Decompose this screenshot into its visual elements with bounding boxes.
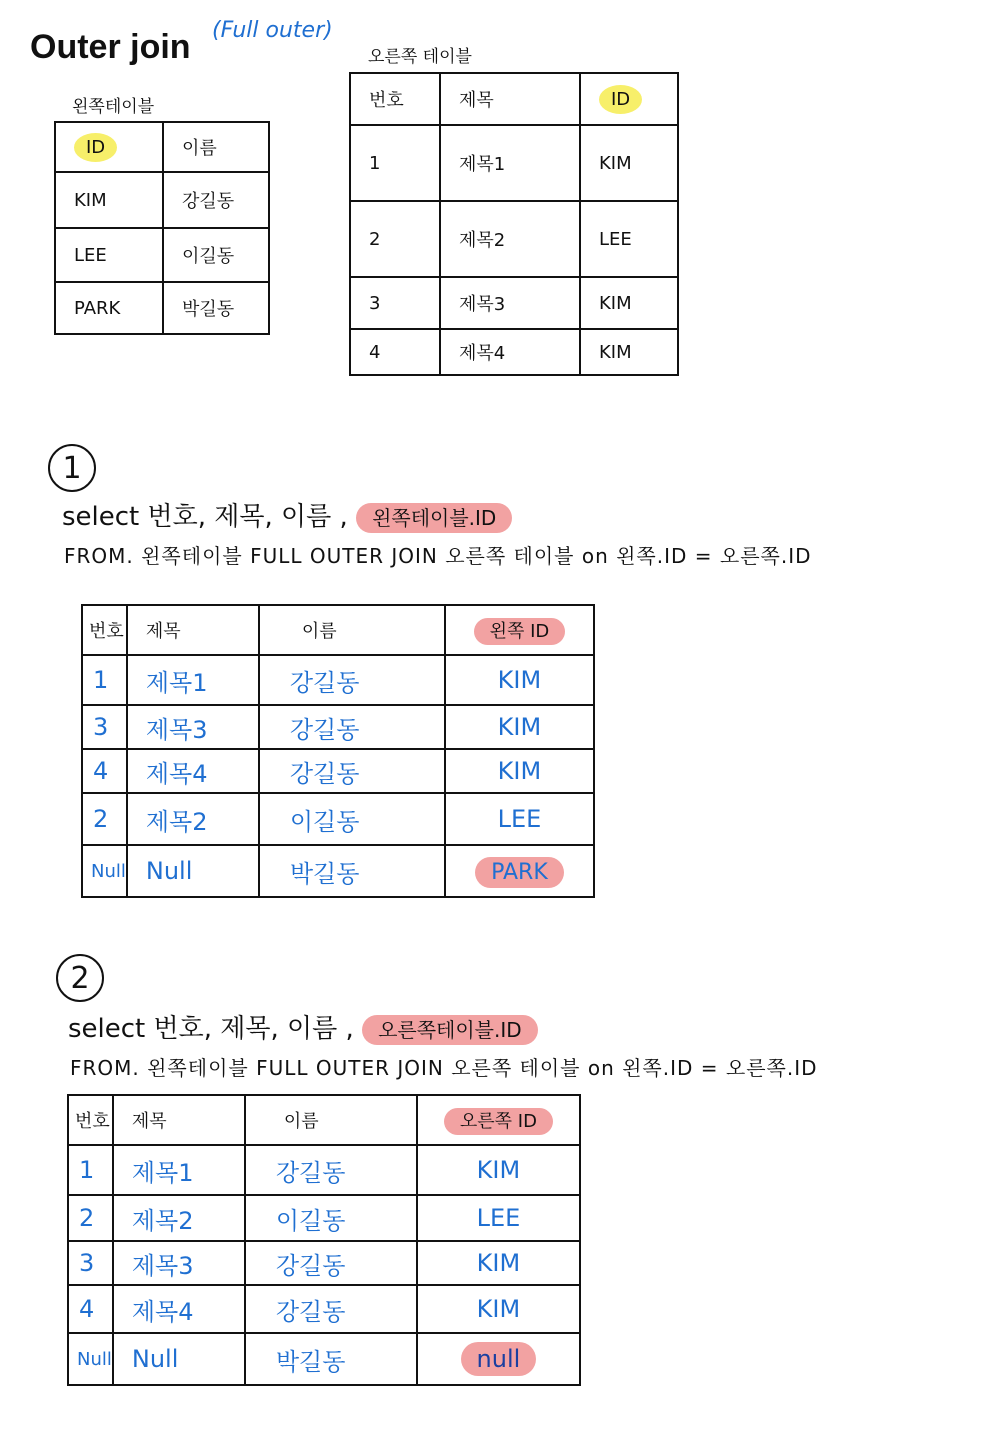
column-header: 이름 (163, 122, 269, 172)
column-header: 번호 (68, 1095, 113, 1145)
table-cell: KIM (580, 329, 678, 375)
table-header-row (350, 73, 678, 125)
table-cell: LEE (580, 201, 678, 277)
table-cell: 박길동 (259, 845, 445, 897)
right-table (349, 72, 679, 376)
table-cell: KIM (417, 1241, 580, 1285)
table-cell: 박길동 (163, 282, 269, 334)
table-row (82, 749, 594, 793)
column-header: 제목 (113, 1095, 245, 1145)
table-row (82, 793, 594, 845)
table-row (55, 172, 269, 228)
table-cell: 1 (350, 125, 440, 201)
column-header: 이름 (245, 1095, 417, 1145)
table-cell: 이길동 (163, 228, 269, 282)
table-cell: 4 (68, 1285, 113, 1333)
table-cell: 1 (68, 1145, 113, 1195)
table-row (68, 1333, 580, 1385)
table-cell: Null (68, 1333, 113, 1385)
table-cell: LEE (55, 228, 163, 282)
table-cell: 제목2 (440, 201, 580, 277)
table-cell: 강길동 (245, 1241, 417, 1285)
table-cell: null (417, 1333, 580, 1385)
table-cell: KIM (417, 1145, 580, 1195)
column-header: 제목 (127, 605, 259, 655)
table-cell: 제목1 (127, 655, 259, 705)
column-header: 이름 (259, 605, 445, 655)
table-cell: LEE (445, 793, 594, 845)
table-cell: 강길동 (259, 655, 445, 705)
table-header-row (55, 122, 269, 172)
table-cell: KIM (580, 277, 678, 329)
table-cell: 제목4 (113, 1285, 245, 1333)
table-cell: 1 (82, 655, 127, 705)
table-cell: 이길동 (259, 793, 445, 845)
table-cell: 강길동 (259, 705, 445, 749)
table-row (55, 228, 269, 282)
select-text: select 번호, 제목, 이름 , (68, 1014, 354, 1044)
table-cell: 3 (68, 1241, 113, 1285)
table-cell: 제목3 (113, 1241, 245, 1285)
table-cell: 강길동 (259, 749, 445, 793)
table-cell: 이길동 (245, 1195, 417, 1241)
example-2-number: 2 (56, 954, 104, 1002)
page-subtitle: (Full outer) (212, 18, 333, 43)
table-cell: KIM (580, 125, 678, 201)
example-2-select-line (68, 1008, 538, 1045)
column-header: 번호 (350, 73, 440, 125)
table-cell: 3 (82, 705, 127, 749)
column-header: ID (580, 73, 678, 125)
table-cell: 제목2 (113, 1195, 245, 1241)
table-cell: PARK (445, 845, 594, 897)
table-row (55, 282, 269, 334)
table-cell: KIM (445, 655, 594, 705)
table-row (82, 655, 594, 705)
column-header: 왼쪽 ID (445, 605, 594, 655)
right-table-caption: 오른쪽 테이블 (368, 47, 472, 67)
left-table-caption: 왼쪽테이블 (72, 97, 155, 117)
table-cell: Null (113, 1333, 245, 1385)
table-row (68, 1145, 580, 1195)
table-cell: 2 (82, 793, 127, 845)
table-cell: PARK (55, 282, 163, 334)
table-cell: KIM (55, 172, 163, 228)
table-row (350, 125, 678, 201)
example-2-from-line: FROM. 왼쪽테이블 FULL OUTER JOIN 오른쪽 테이블 on 왼쪽.ID = 오른쪽.ID (70, 1056, 818, 1080)
table-cell: 제목4 (127, 749, 259, 793)
table-row (350, 329, 678, 375)
table-cell: 강길동 (245, 1145, 417, 1195)
table-row (68, 1195, 580, 1241)
table-cell: KIM (417, 1285, 580, 1333)
column-header: 번호 (82, 605, 127, 655)
table-row (68, 1285, 580, 1333)
table-row (68, 1241, 580, 1285)
table-cell: 4 (82, 749, 127, 793)
table-row (82, 845, 594, 897)
table-cell: 제목1 (113, 1145, 245, 1195)
result-table-2 (67, 1094, 581, 1386)
example-1-from-line: FROM. 왼쪽테이블 FULL OUTER JOIN 오른쪽 테이블 on 왼쪽.ID = 오른쪽.ID (64, 544, 812, 568)
table-cell: KIM (445, 749, 594, 793)
column-header: ID (55, 122, 163, 172)
table-cell: 3 (350, 277, 440, 329)
table-header-row (82, 605, 594, 655)
table-cell: 제목4 (440, 329, 580, 375)
example-1-number: 1 (48, 444, 96, 492)
table-cell: LEE (417, 1195, 580, 1241)
table-cell: 강길동 (163, 172, 269, 228)
select-highlight: 오른쪽테이블.ID (362, 1015, 538, 1045)
table-header-row (68, 1095, 580, 1145)
table-cell: 제목3 (440, 277, 580, 329)
table-cell: KIM (445, 705, 594, 749)
table-row (350, 277, 678, 329)
table-cell: 4 (350, 329, 440, 375)
example-1-select-line (62, 496, 512, 533)
table-cell: 2 (350, 201, 440, 277)
result-table-1 (81, 604, 595, 898)
table-row (350, 201, 678, 277)
select-highlight: 왼쪽테이블.ID (356, 503, 512, 533)
page-title: Outer join (30, 28, 191, 66)
table-row (82, 705, 594, 749)
table-cell: 제목2 (127, 793, 259, 845)
table-cell: 제목3 (127, 705, 259, 749)
table-cell: Null (127, 845, 259, 897)
table-cell: Null (82, 845, 127, 897)
left-table (54, 121, 270, 335)
table-cell: 2 (68, 1195, 113, 1241)
table-cell: 강길동 (245, 1285, 417, 1333)
column-header: 오른쪽 ID (417, 1095, 580, 1145)
table-cell: 제목1 (440, 125, 580, 201)
table-cell: 박길동 (245, 1333, 417, 1385)
column-header: 제목 (440, 73, 580, 125)
select-text: select 번호, 제목, 이름 , (62, 502, 348, 532)
